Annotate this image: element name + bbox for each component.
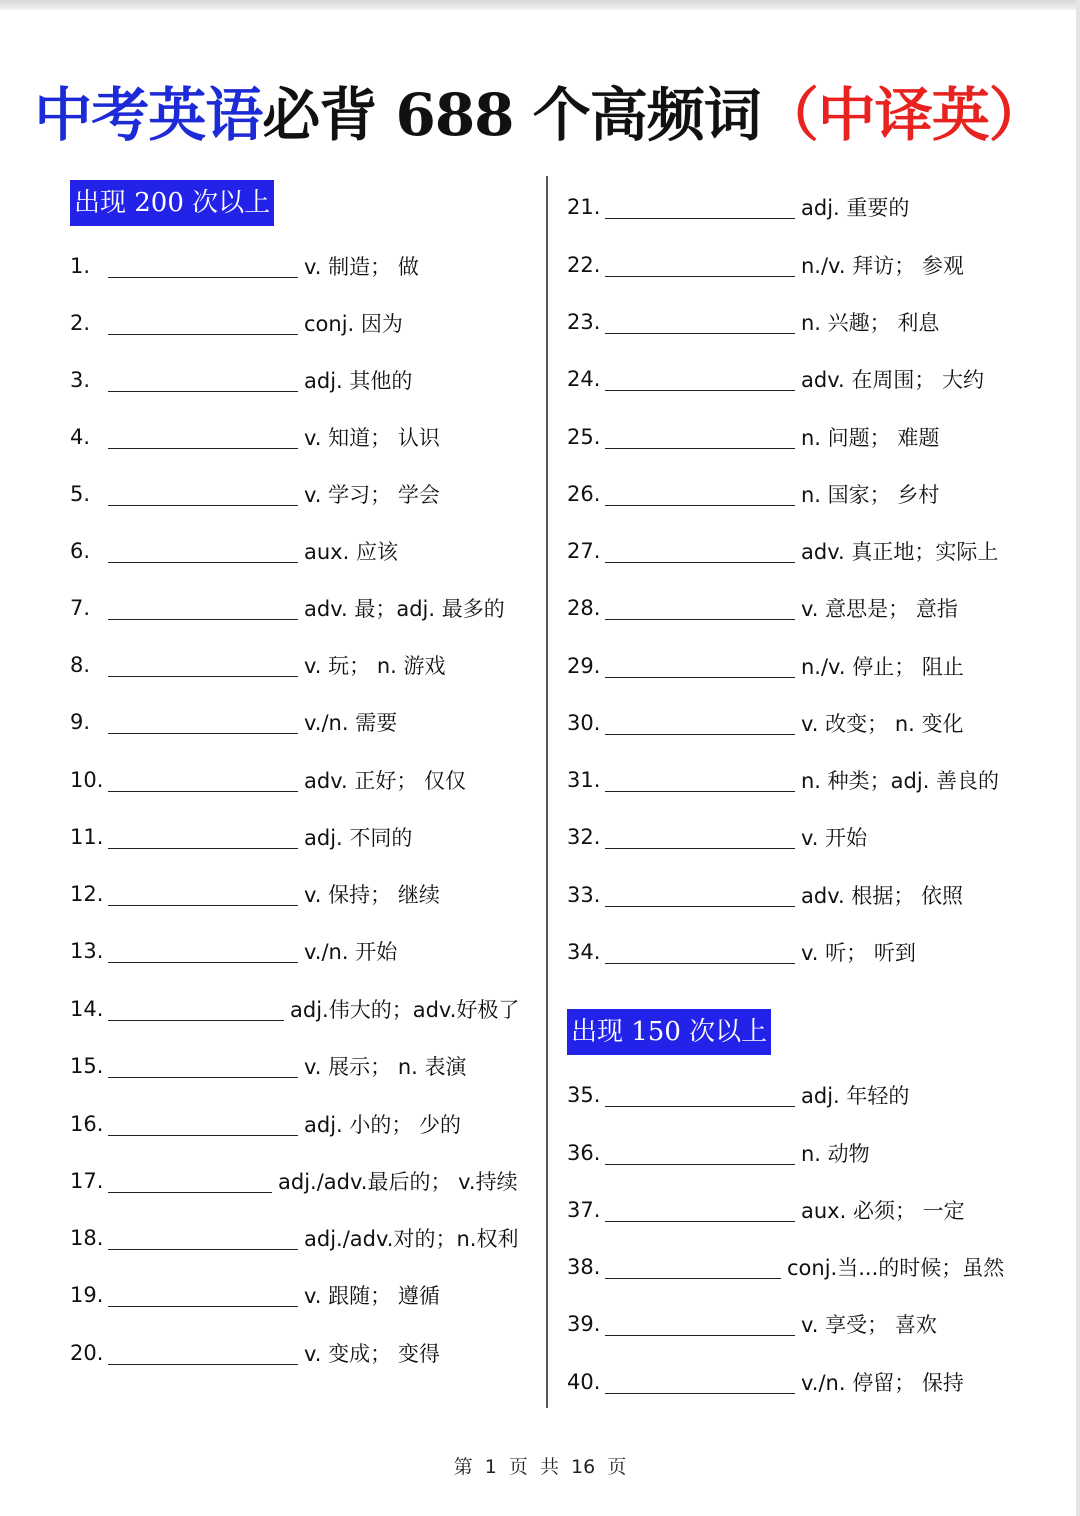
vocab-item — [70, 531, 398, 571]
page-footer: 第 1 页 共 16 页 — [453, 1456, 627, 1478]
item-definition: v. 制造； 做 — [304, 255, 419, 279]
item-definition: adv. 真正地；实际上 — [801, 540, 999, 564]
item-number: 9. — [70, 710, 91, 734]
answer-blank[interactable] — [605, 1334, 795, 1336]
item-definition: conj. 因为 — [304, 312, 403, 336]
item-number: 39. — [567, 1312, 601, 1336]
item-number: 23. — [567, 310, 601, 334]
answer-blank[interactable] — [605, 561, 795, 563]
item-definition: n. 动物 — [801, 1142, 870, 1166]
vocab-item — [567, 875, 963, 915]
answer-blank[interactable] — [108, 1019, 284, 1021]
column-divider — [546, 176, 548, 1408]
item-definition: adj. 不同的 — [304, 826, 413, 850]
item-number: 40. — [567, 1370, 601, 1394]
item-number: 11. — [70, 825, 104, 849]
answer-blank[interactable] — [605, 1220, 795, 1222]
item-number: 1. — [70, 254, 91, 278]
item-definition: adj. 其他的 — [304, 369, 413, 393]
answer-blank[interactable] — [605, 332, 795, 334]
vocab-item — [567, 703, 963, 743]
vocab-item — [567, 1247, 1004, 1287]
answer-blank[interactable] — [605, 676, 795, 678]
answer-blank[interactable] — [108, 904, 298, 906]
item-definition: conj.当...的时候；虽然 — [787, 1256, 1005, 1280]
answer-blank[interactable] — [108, 1134, 298, 1136]
item-definition: v. 跟随； 遵循 — [304, 1284, 440, 1308]
item-number: 25. — [567, 425, 601, 449]
answer-blank[interactable] — [605, 847, 795, 849]
item-number: 30. — [567, 711, 601, 735]
answer-blank[interactable] — [605, 275, 795, 277]
answer-blank[interactable] — [108, 504, 298, 506]
answer-blank[interactable] — [605, 733, 795, 735]
item-definition: v. 知道； 认识 — [304, 426, 440, 450]
vocab-item — [567, 1190, 965, 1230]
item-number: 32. — [567, 825, 601, 849]
vocab-item — [567, 474, 939, 514]
vocab-item — [567, 1133, 870, 1173]
item-number: 16. — [70, 1112, 104, 1136]
vocab-item — [70, 760, 466, 800]
answer-blank[interactable] — [108, 333, 298, 335]
item-number: 34. — [567, 940, 601, 964]
item-number: 18. — [70, 1226, 104, 1250]
answer-blank[interactable] — [605, 905, 795, 907]
answer-blank[interactable] — [108, 561, 298, 563]
vocab-item — [567, 417, 939, 457]
answer-blank[interactable] — [605, 504, 795, 506]
answer-blank[interactable] — [108, 1363, 298, 1365]
item-definition: aux. 应该 — [304, 540, 398, 564]
vocab-item — [567, 817, 867, 857]
answer-blank[interactable] — [605, 1277, 781, 1279]
item-definition: n./v. 拜访； 参观 — [801, 254, 964, 278]
vocab-item — [567, 932, 916, 972]
item-definition: v. 意思是； 意指 — [801, 597, 958, 621]
answer-blank[interactable] — [605, 389, 795, 391]
item-number: 19. — [70, 1283, 104, 1307]
vocab-item — [567, 302, 939, 342]
vocab-item — [567, 359, 984, 399]
item-definition: v. 变成； 变得 — [304, 1342, 440, 1366]
item-number: 17. — [70, 1169, 104, 1193]
item-number: 28. — [567, 596, 601, 620]
item-definition: adv. 最；adj. 最多的 — [304, 597, 505, 621]
item-number: 20. — [70, 1341, 104, 1365]
item-definition: v./n. 停留； 保持 — [801, 1371, 964, 1395]
item-number: 7. — [70, 596, 91, 620]
item-number: 14. — [70, 997, 104, 1021]
item-definition: v. 玩； n. 游戏 — [304, 654, 446, 678]
answer-blank[interactable] — [108, 1191, 272, 1193]
item-number: 24. — [567, 367, 601, 391]
item-definition: adv. 根据； 依照 — [801, 884, 964, 908]
item-definition: adj. 年轻的 — [801, 1084, 910, 1108]
item-definition: adj./adv.对的；n.权利 — [304, 1227, 519, 1251]
item-number: 27. — [567, 539, 601, 563]
answer-blank[interactable] — [108, 1076, 298, 1078]
item-number: 29. — [567, 654, 601, 678]
item-number: 10. — [70, 768, 104, 792]
vocab-item — [567, 187, 909, 227]
item-definition: v. 改变； n. 变化 — [801, 712, 964, 736]
answer-blank[interactable] — [108, 447, 298, 449]
vocab-item — [70, 588, 505, 628]
item-definition: adj. 重要的 — [801, 196, 910, 220]
item-number: 37. — [567, 1198, 601, 1222]
item-number: 5. — [70, 482, 91, 506]
item-number: 4. — [70, 425, 91, 449]
section-heading-200: 出现 200 次以上 — [70, 180, 274, 226]
answer-blank[interactable] — [108, 1248, 298, 1250]
item-definition: n. 兴趣； 利息 — [801, 311, 940, 335]
answer-blank[interactable] — [605, 1105, 795, 1107]
vocab-item — [70, 1046, 466, 1086]
title-part-blue: 中考英语 — [34, 81, 263, 149]
vocab-item — [70, 1218, 518, 1258]
vocab-item — [70, 874, 440, 914]
section-heading-150: 出现 150 次以上 — [567, 1009, 771, 1055]
vocab-item — [70, 1104, 461, 1144]
item-definition: adv. 在周围； 大约 — [801, 368, 985, 392]
item-definition: n./v. 停止； 阻止 — [801, 655, 964, 679]
item-number: 36. — [567, 1141, 601, 1165]
page-title — [0, 80, 1080, 150]
answer-blank[interactable] — [605, 1392, 795, 1394]
item-number: 3. — [70, 368, 91, 392]
vocab-item — [70, 1161, 518, 1201]
answer-blank[interactable] — [108, 1305, 298, 1307]
item-definition: aux. 必须； 一定 — [801, 1199, 965, 1223]
answer-blank[interactable] — [108, 390, 298, 392]
answer-blank[interactable] — [108, 847, 298, 849]
item-definition: v./n. 开始 — [304, 940, 398, 964]
title-part-red: （中译英） — [760, 81, 1046, 149]
page-right-edge — [1076, 0, 1080, 1516]
item-definition: adj.伟大的；adv.好极了 — [290, 998, 520, 1022]
vocab-item — [567, 646, 964, 686]
title-part-black: 必背 688 个高频词 — [262, 81, 761, 149]
item-definition: n. 问题； 难题 — [801, 426, 940, 450]
answer-blank[interactable] — [605, 618, 795, 620]
answer-blank[interactable] — [108, 961, 298, 963]
item-definition: v. 享受； 喜欢 — [801, 1313, 937, 1337]
vocab-item — [70, 474, 440, 514]
item-definition: v./n. 需要 — [304, 711, 398, 735]
answer-blank[interactable] — [605, 217, 795, 219]
item-definition: v. 保持； 继续 — [304, 883, 440, 907]
item-definition: adj./adv.最后的； v.持续 — [278, 1170, 518, 1194]
vocab-item — [70, 645, 445, 685]
vocab-item — [567, 1304, 937, 1344]
item-number: 38. — [567, 1255, 601, 1279]
item-definition: n. 种类；adj. 善良的 — [801, 769, 1000, 793]
answer-blank[interactable] — [605, 790, 795, 792]
vocab-item — [567, 760, 999, 800]
answer-blank[interactable] — [108, 732, 298, 734]
vocab-item — [567, 245, 964, 285]
vocab-item — [70, 303, 403, 343]
item-number: 12. — [70, 882, 104, 906]
item-number: 26. — [567, 482, 601, 506]
answer-blank[interactable] — [108, 790, 298, 792]
answer-blank[interactable] — [108, 675, 298, 677]
vocab-item — [567, 1362, 964, 1402]
answer-blank[interactable] — [108, 618, 298, 620]
item-number: 22. — [567, 253, 601, 277]
answer-blank[interactable] — [605, 962, 795, 964]
item-definition: adj. 小的； 少的 — [304, 1113, 462, 1137]
answer-blank[interactable] — [108, 276, 298, 278]
vocab-item — [567, 1075, 909, 1115]
vocab-item — [70, 360, 412, 400]
vocab-item — [70, 246, 419, 286]
item-number: 33. — [567, 883, 601, 907]
vocab-item — [70, 1275, 440, 1315]
item-definition: n. 国家； 乡村 — [801, 483, 940, 507]
item-definition: adv. 正好； 仅仅 — [304, 769, 467, 793]
item-definition: v. 学习； 学会 — [304, 483, 440, 507]
vocab-item — [70, 817, 412, 857]
item-number: 15. — [70, 1054, 104, 1078]
item-number: 35. — [567, 1083, 601, 1107]
vocab-item — [70, 417, 440, 457]
item-definition: v. 开始 — [801, 826, 868, 850]
item-definition: v. 听； 听到 — [801, 941, 916, 965]
answer-blank[interactable] — [605, 1163, 795, 1165]
answer-blank[interactable] — [605, 447, 795, 449]
vocab-item — [70, 1333, 440, 1373]
item-number: 13. — [70, 939, 104, 963]
item-definition: v. 展示； n. 表演 — [304, 1055, 467, 1079]
vocab-item — [70, 931, 397, 971]
item-number: 2. — [70, 311, 91, 335]
window-top-edge — [0, 0, 1080, 10]
vocab-item — [567, 531, 998, 571]
item-number: 21. — [567, 195, 601, 219]
vocab-item — [70, 989, 519, 1029]
vocab-item — [567, 588, 958, 628]
item-number: 6. — [70, 539, 91, 563]
item-number: 8. — [70, 653, 91, 677]
vocab-item — [70, 702, 397, 742]
item-number: 31. — [567, 768, 601, 792]
